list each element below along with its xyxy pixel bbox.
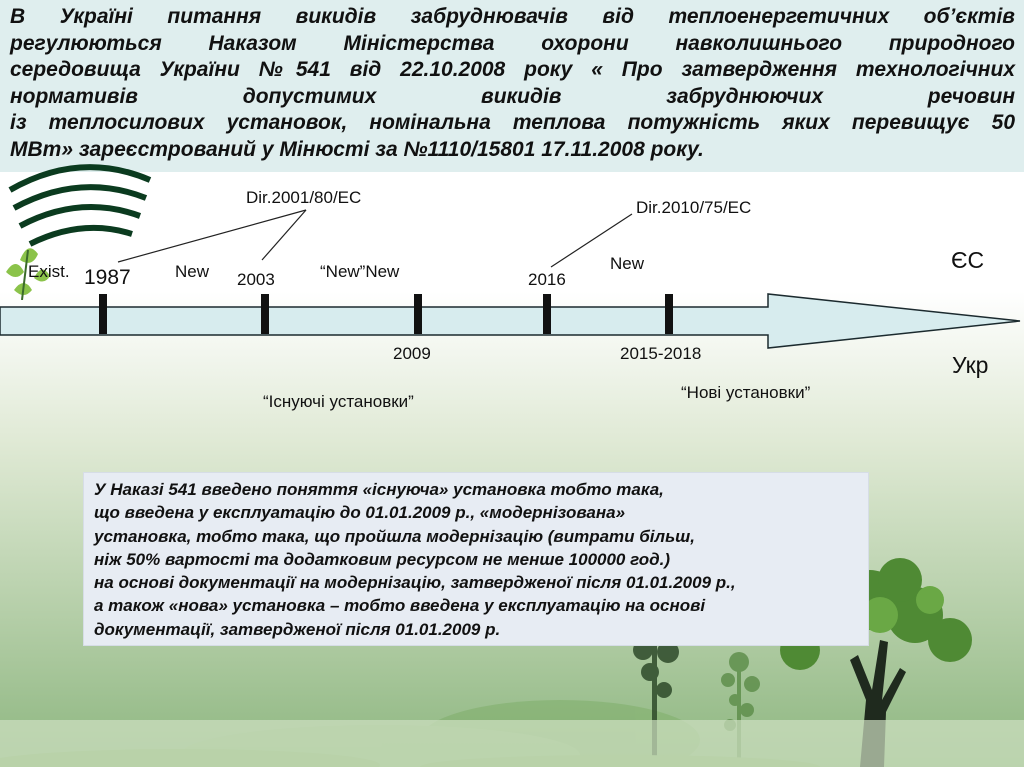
header-line: МВт» зареєстрований у Мінюсті за №1110/15801 17.11.2008 року. (10, 137, 704, 161)
exist-label: Exist. (28, 262, 70, 281)
tick-2003 (261, 294, 269, 334)
eu-label: ЄС (951, 247, 985, 273)
tick-2016 (543, 294, 551, 334)
tick-2015-2018 (665, 294, 673, 334)
header-line: В Україні питання викидів забруднювачів від теплоенергетичних об’єктів (10, 5, 1015, 28)
header-line: регулюються Наказом Міністерства охорони навколишнього природного (10, 31, 1015, 55)
directive-2001-label: Dir.2001/80/EC (246, 188, 362, 207)
note-line: на основі документації на модернізацію, затвердженої після 01.01.2009 р., (94, 573, 736, 593)
year-2003: 2003 (237, 270, 275, 289)
tick-1987 (99, 294, 107, 334)
directive-2010-label: Dir.2010/75/EC (636, 198, 752, 217)
note-line: ніж 50% вартості та додатковим ресурсом не менше 100000 год.) (94, 549, 671, 569)
header-line: нормативів допустимих викидів забруднюючих речовин (10, 84, 1015, 108)
connector-2003 (262, 210, 306, 260)
existing-installations-label: “Існуючі установки” (263, 392, 414, 411)
note-line: установка, тобто така, що пройшла модернізацію (витрати більш, (94, 526, 696, 546)
new-label-1: New (175, 262, 210, 281)
header-line: із теплосилових установок, номінальна теплова потужність яких перевищує 50 (10, 111, 1015, 134)
year-2016: 2016 (528, 270, 566, 289)
note-line: документації, затвердженої після 01.01.2009 р. (94, 619, 501, 639)
note-line: що введена у експлуатацію до 01.01.2009 р., «модернізована» (94, 503, 626, 523)
new-new-label: “New”New (320, 262, 400, 281)
note-line: а також «нова» установка – тобто введена у експлуатацію на основі (94, 596, 706, 616)
tick-2009 (414, 294, 422, 334)
header-line: середовища України №541 від 22.10.2008 року « Про затвердження технологічних (10, 58, 1015, 81)
ua-label: Укр (952, 352, 989, 378)
note-line: У Наказі 541 введено поняття «існуюча» установка тобто така, (94, 480, 664, 499)
connector-1987 (118, 210, 306, 262)
year-1987: 1987 (84, 266, 131, 289)
new-installations-label: “Нові установки” (681, 383, 811, 402)
new-label-2: New (610, 254, 645, 273)
definition-note (84, 473, 868, 645)
timeline-arrow (0, 294, 1020, 348)
note-paragraph (94, 478, 736, 641)
year-2015-2018: 2015-2018 (620, 344, 702, 363)
year-2009: 2009 (393, 344, 431, 363)
